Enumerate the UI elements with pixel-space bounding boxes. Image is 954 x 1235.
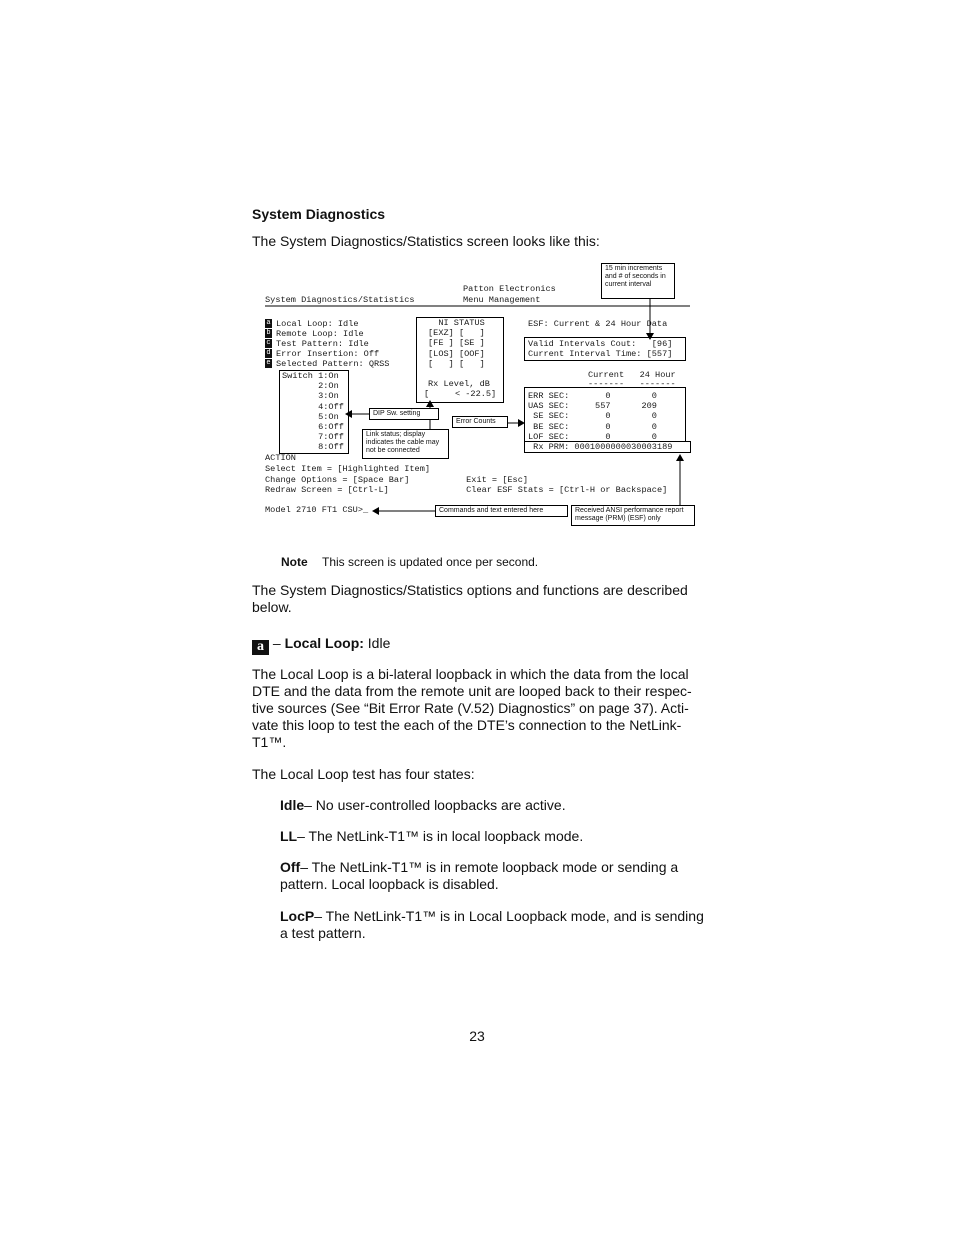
menu-tag-a: a: [266, 319, 271, 327]
switch-line: 7:Off: [282, 432, 344, 443]
ni-status-line: [LOS] [OOF]: [428, 348, 485, 359]
menu-error-insertion[interactable]: Error Insertion: Off: [276, 349, 380, 359]
state-name: Off: [280, 859, 301, 875]
stats-table: [528, 391, 657, 442]
action-line: Change Options = [Space Bar] Exit = [Esc]: [265, 474, 529, 485]
menu-remote-loop[interactable]: Remote Loop: Idle: [276, 329, 364, 339]
action-block: [265, 453, 667, 496]
options-paragraph: The System Diagnostics/Statistics options and functions are described below.: [252, 582, 688, 615]
menu-local-loop[interactable]: Local Loop: Idle: [276, 319, 359, 329]
ni-status-line: [FE ] [SE ]: [428, 338, 485, 349]
state-desc: – No user-controlled loopbacks are active.: [304, 797, 566, 813]
action-line: Redraw Screen = [Ctrl-L] Clear ESF Stats = [Ctrl-H or Backspace]: [265, 485, 668, 496]
switch-line: Switch 1:On: [282, 371, 339, 381]
note-text: This screen is updated once per second.: [322, 555, 539, 569]
screen-menu-title: Menu Management: [463, 295, 541, 305]
menu-tag-b: b: [266, 329, 271, 337]
menu-test-pattern[interactable]: Test Pattern: Idle: [276, 339, 369, 349]
switch-line: 3:On: [282, 391, 339, 402]
stats-row: UAS SEC: 557 209: [528, 401, 657, 412]
menu-tag-d: d: [266, 349, 271, 357]
ni-status-line: Rx Level, dB: [428, 379, 490, 390]
note-label: Note: [281, 555, 308, 569]
local-loop-heading: [252, 635, 702, 655]
ni-status-line: [428, 369, 496, 379]
menu-tag-c: c: [266, 339, 271, 347]
callout-link-status: Link status; display indicates the cable may not be connected: [362, 429, 449, 459]
action-line: ACTION: [265, 453, 296, 463]
state-off: [280, 859, 690, 893]
state-locp: [280, 908, 705, 942]
switch-line: 5:On: [282, 411, 339, 422]
callout-dip-setting: DIP Sw. setting: [369, 408, 439, 420]
ni-status-line: [ < -22.5]: [424, 389, 497, 400]
callout-commands: Commands and text entered here: [435, 505, 568, 517]
stats-row: LOF SEC: 0 0: [528, 431, 657, 442]
page-number: 23: [469, 1028, 485, 1044]
screen-title: System Diagnostics/Statistics: [265, 295, 415, 305]
ni-status-line: [ ] [ ]: [428, 358, 485, 369]
local-loop-label: Local Loop:: [284, 635, 364, 651]
stats-rule: ------- -------: [588, 379, 676, 389]
esf-title: ESF: Current & 24 Hour Data: [528, 319, 668, 329]
action-line: Select Item = [Highlighted Item]: [265, 463, 431, 474]
local-loop-value: Idle: [363, 635, 391, 651]
stats-header: Current 24 Hour: [588, 370, 676, 380]
callout-error-counts: Error Counts: [452, 416, 508, 428]
local-loop-paragraph: The Local Loop is a bi-lateral loopback in which the data from the local DTE and the data from the remote unit are looped back to their respec-tive sources (See “Bit Error Rate (V.52) Diagnostics” on page 37). Acti-vate this loop to test the each of the DTE’s connection to the NetLink-T1™.: [252, 666, 692, 750]
callout-increments: 15 min increments and # of seconds in current interval: [601, 263, 675, 299]
option-badge: a: [252, 640, 269, 655]
state-ll: [280, 828, 705, 845]
menu-tag-e: e: [266, 359, 271, 367]
valid-line: Current Interval Time: [557]: [528, 349, 673, 360]
screen-vendor: Patton Electronics: [463, 284, 556, 294]
valid-intervals: [528, 339, 672, 359]
state-idle: [280, 797, 705, 814]
stats-row: ERR SEC: 0 0: [528, 391, 657, 401]
rx-prm: Rx PRM: 0001000000030003189: [528, 442, 673, 452]
local-loop-dash: –: [269, 635, 285, 651]
state-name: Idle: [280, 797, 305, 813]
state-desc: – The NetLink-T1™ is in local loopback mode.: [297, 828, 584, 844]
section-title: System Diagnostics: [252, 206, 386, 222]
state-name: LocP: [280, 908, 315, 924]
stats-row: SE SEC: 0 0: [528, 411, 657, 422]
valid-line: Valid Intervals Cout: [96]: [528, 339, 673, 349]
states-intro: The Local Loop test has four states:: [252, 766, 475, 782]
state-name: LL: [280, 828, 298, 844]
switch-line: 2:On: [282, 381, 339, 392]
menu-selected-pattern[interactable]: Selected Pattern: QRSS: [276, 359, 390, 369]
stats-row: BE SEC: 0 0: [528, 421, 657, 432]
state-desc: – The NetLink-T1™ is in remote loopback mode or sending a pattern. Local loopback is disabled.: [280, 859, 679, 892]
ni-status-line: [EXZ] [ ]: [428, 328, 485, 339]
switch-line: 6:Off: [282, 422, 344, 433]
command-prompt[interactable]: Model 2710 FT1 CSU>_: [265, 505, 369, 515]
state-desc: – The NetLink-T1™ is in Local Loopback mode, and is sending a test pattern.: [280, 908, 704, 941]
callout-prm: Received ANSI performance report message (PRM) (ESF) only: [571, 505, 695, 526]
screen-figure: [0, 0, 954, 540]
ni-status-line: NI STATUS: [428, 318, 485, 328]
switch-list: [282, 371, 344, 453]
switch-line: 8:Off: [282, 442, 344, 453]
switch-line: 4:Off: [282, 401, 344, 412]
intro-text: The System Diagnostics/Statistics screen looks like this:: [252, 233, 600, 249]
ni-status-panel: [424, 318, 497, 400]
